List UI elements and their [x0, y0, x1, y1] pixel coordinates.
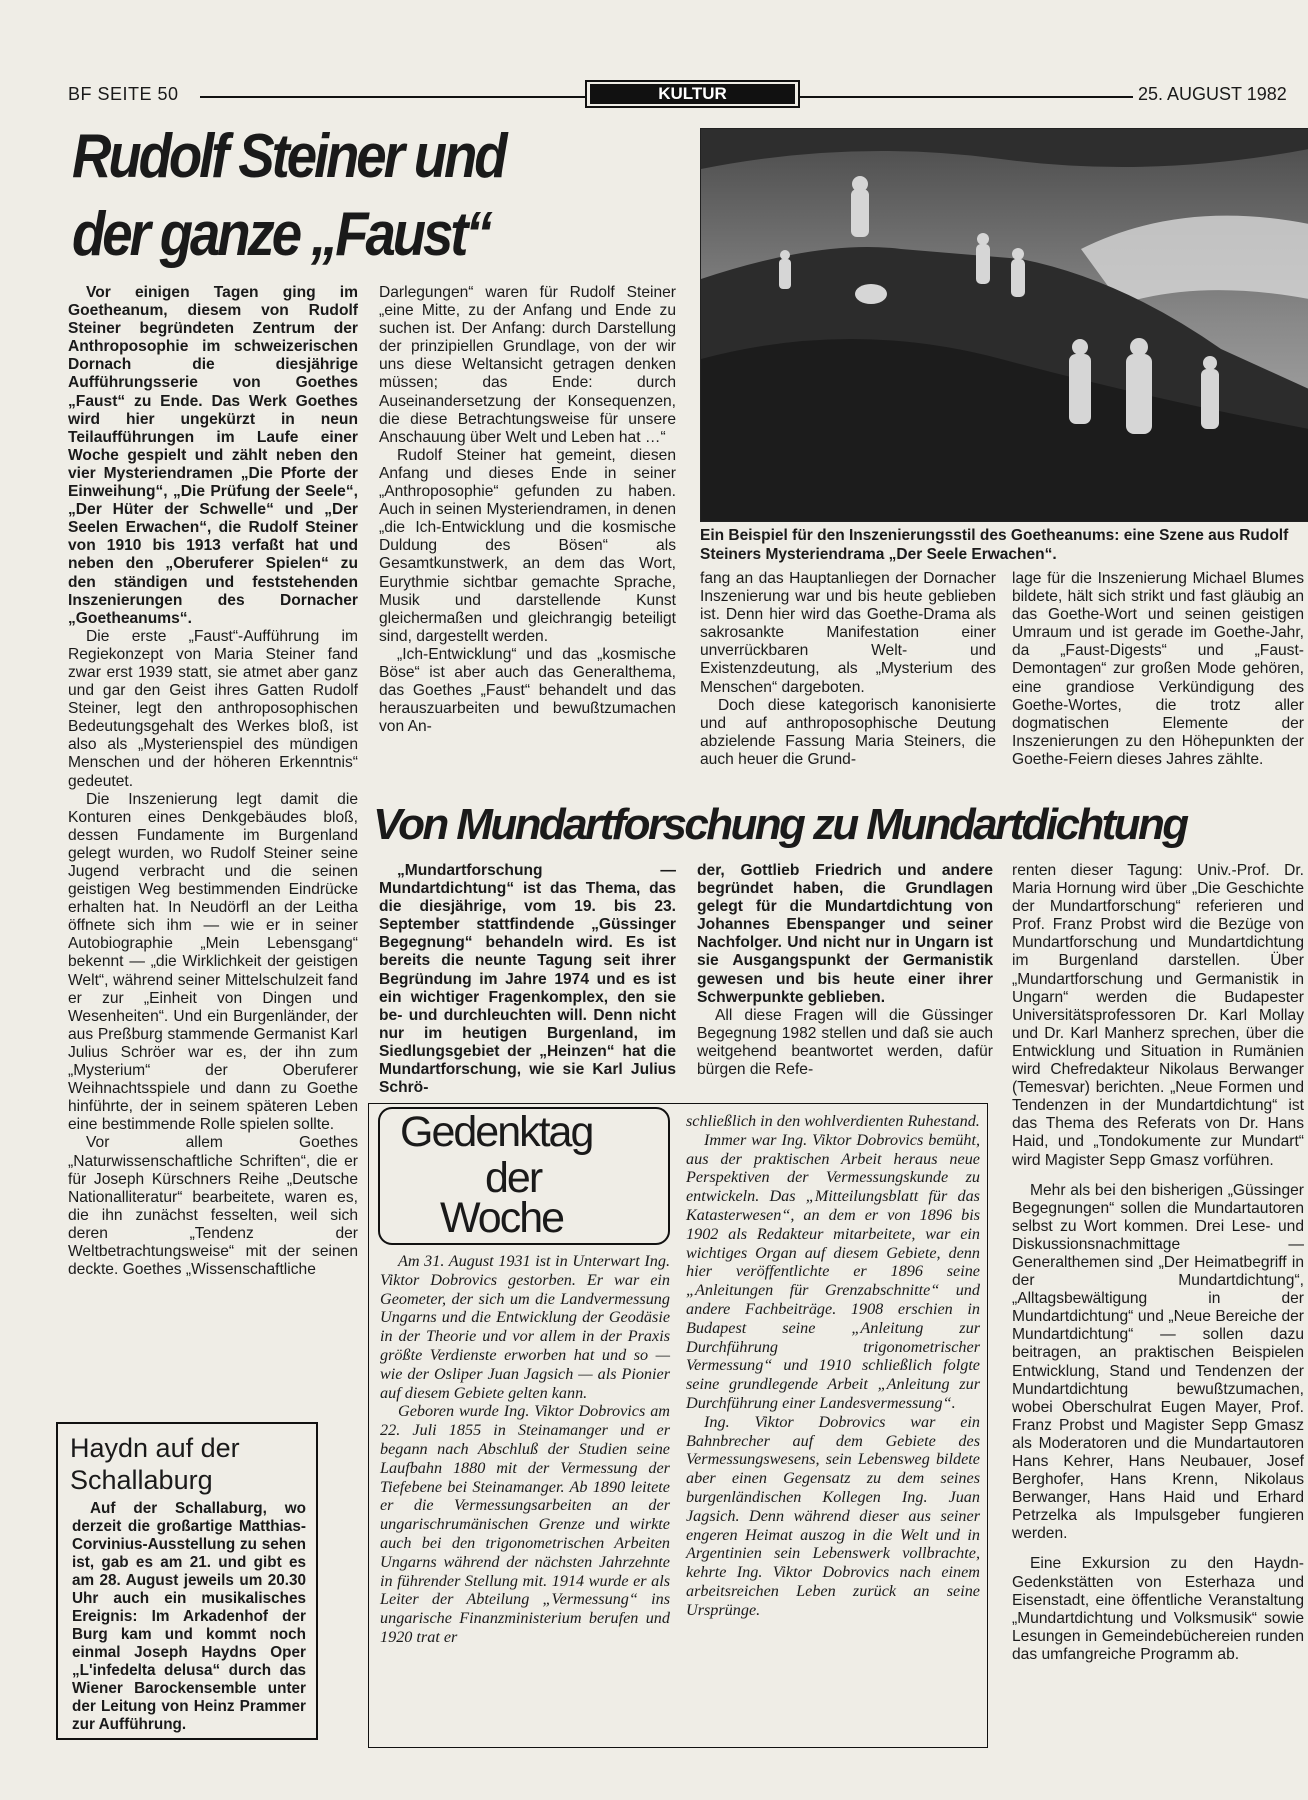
haydn-paragraph: Auf der Schallaburg, wo derzeit die großartige Matthias-Corvinius-Ausstellung zu sehen ist, gab es am 21. und gibt es am 28. August jeweils um 20.30 Uhr auch ein musikalisches Ereignis: Im Arkadenhof der Burg kam und kommt noch einmal Joseph Haydns Oper „L'infedelta delusa“ durch das Wiener Barockensemble unter der Leitung von Heinz Prammer zur Aufführung. — [72, 1500, 306, 1733]
article1-column-3 — [700, 570, 996, 769]
section-label-box — [585, 80, 800, 108]
haydn-title — [70, 1432, 310, 1496]
gedenktag-column-2 — [686, 1112, 980, 1620]
page-header-left: BF SEITE 50 — [68, 84, 179, 104]
headline-line-1: Rudolf Steiner und — [72, 122, 505, 191]
article1-column-1 — [68, 284, 358, 1279]
article2-paragraph: Eine Exkursion zu den Haydn-Gedenkstätten von Esterhaza und Eisenstadt, eine öffentliche Veranstaltung „Mundartdichtung und Volksmusik“ sowie Lesungen in Gemeindebüchereien runden das umfangreiche Programm ab. — [1012, 1555, 1304, 1663]
haydn-text — [72, 1500, 306, 1734]
gedenktag-paragraph: Immer war Ing. Viktor Dobrovics bemüht, aus der praktischen Arbeit heraus neue Perspektiven der Vermessungskunde zu entwickeln. Das „Mitteilungsblatt für das Katasterwesen“, an dem er von 1896 bis 1902 als Redakteur mitarbeitete, war ein wichtiges Organ auf diesem Gebiete, denn hier veröffentlichte er 1896 seine „Anleitungen für Grenzabschnitte“ und andere Fachbeiträge. 1908 erschien in Budapest seine „Anleitung zur Durchführung trigonometrischer Vermessung“ und 1910 schließlich folgte seine grundlegende Arbeit „Anleitung zur Durchführung einer Landesvermessung“. — [686, 1130, 980, 1412]
article1-paragraph: „Ich-Entwicklung“ und das „kosmische Böse“ ist aber auch das Generalthema, das Goethes „Faust“ behandelt und das herauszuarbeiten und bewußtzumachen von An- — [379, 645, 676, 736]
article1-paragraph: lage für die Inszenierung Michael Blumes bildete, hält sich strikt und fast gläubig an das Goethe-Wort und seinen geistigen Umraum und ist gerade im Goethe-Jahr, da „Faust-Digests“ und „Faust-Demontagen“ zur großen Mode gehören, eine grandiose Verkündigung des Goethe-Wortes, die trotz aller dogmatischen Elemente der Inszenierungen zu den Höhepunkten der Goethe-Feiern dieses Jahres zählte. — [1012, 570, 1304, 768]
gedenktag-title-box — [378, 1107, 670, 1245]
article2-paragraph: der, Gottlieb Friedrich und andere begründet haben, die Grundlagen gelegt für die Mundartdichtung von Johannes Ebenspanger und seiner Nachfolger. Und nicht nur in Ungarn ist sie Ausgangspunkt der Germanistik gewesen und bis heute einer ihrer Schwerpunkte geblieben. — [697, 862, 993, 1006]
article1-paragraph: Doch diese kategorisch kanonisierte und auf anthroposophische Deutung abzielende Fassung Maria Steiners, die auch heuer die Grund- — [700, 696, 996, 768]
theatre-scene-photo — [700, 128, 1308, 522]
article2-column-2 — [697, 862, 993, 1079]
gedenktag-paragraph: Geboren wurde Ing. Viktor Dobrovics am 22. Juli 1855 in Steinamanger und er begann nach Abschluß der Studien seine Laufbahn 1880 mit der Vermessung der Tiefebene bei Steinamanger. Ab 1890 leitete er die Vermessungsarbeiten an der ungarischrumänischen Grenze und wirkte auch bei den trigonometrischen Arbeiten Ungarns während der nächsten Jahrzehnte in führender Stellung mit. 1914 wurde er als Leiter der Abteilung „Vermessung“ ins ungarische Finanzministerium berufen und 1920 trat er — [380, 1402, 670, 1646]
page-date: 25. AUGUST 1982 — [1138, 84, 1287, 104]
article2-paragraph: renten dieser Tagung: Univ.-Prof. Dr. Maria Hornung wird über „Die Geschichte der Mundartforschung“ referieren und Prof. Franz Probst wird die Bezüge von Mundartforschung und Mundartdichtung im Burgenland darstellen. Über „Mundartforschung und Germanistik in Ungarn“ werden die Budapester Universitätsprofessoren Dr. Karl Mollay und Dr. Karl Manherz sprechen, über die Entwicklung und Situation in Rumänien wird Chefredakteur Nikolaus Berwanger (Temesvar) berichten. „Neue Formen und Tendenzen in der Mundartdichtung“ ist das Thema des Referats von Dr. Hans Haid, und „Tondokumente zur Mundart“ wird Magister Sepp Gmasz vorführen. — [1012, 862, 1304, 1169]
article1-column-2 — [379, 284, 676, 736]
gedenktag-title-line: Woche — [440, 1194, 564, 1242]
gedenktag-title-line: der — [485, 1154, 542, 1202]
article2-headline: Von Mundartforschung zu Mundartdichtung — [373, 800, 1187, 849]
article2-paragraph: „Mundartforschung — Mundartdichtung“ ist das Thema, das die diesjährige, vom 19. bis 23. September stattfindende „Güssinger Begegnung“ behandeln wird. Es ist bereits die neunte Tagung seit ihrer Begründung im Jahre 1974 und es ist ein wichtiger Fragenkomplex, den sie be- und durchleuchten will. Denn nicht nur im heutigen Burgenland, im Siedlungsgebiet der „Heinzen“ hat die Mundartforschung, wie sie Karl Julius Schrö- — [379, 862, 676, 1097]
article1-paragraph: Die Inszenierung legt damit die Konturen eines Denkgebäudes bloß, dessen Fundamente im Burgenland gelegt wurden, wo Rudolf Steiner seine Jugend verbracht und die seinen geistigen Weg bestimmenden Eindrücke erhalten hat. In Neudörfl an der Leitha öffnete sich ihm — wie er in seiner Autobiographie „Mein Lebensgang“ bekennt — „die Wirklichkeit der geistigen Welt“, während seiner Mittelschulzeit fand er zur „Einheit von Dingen und Wesenheiten“. Und ein Burgenländer, der aus Preßburg stammende Germanist Karl Julius Schröer war es, der ihn zum „Mysterium“ der Oberuferer Weihnachtsspiele und dann zu Goethe hinführte, der in seinem späteren Leben eine bestimmende Rolle spielen sollte. — [68, 790, 358, 1134]
header-rule-left — [200, 96, 585, 98]
article2-paragraph: All diese Fragen will die Güssinger Begegnung 1982 stellen und daß sie auch weitgehend beantwortet werden, dafür bürgen die Refe- — [697, 1006, 993, 1079]
article2-paragraph: Mehr als bei den bisherigen „Güssinger Begegnungen“ sollen die Mundartautoren selbst zu Wort kommen. Drei Lese- und Diskussionsnachmittage — Generalthemen sind „Der Heimatbegriff in der Mundartdichtung“, „Alltagsbewältigung in der Mundartdichtung“ und „Neue Bereiche der Mundartdichtung“ — sollen dazu beitragen, an praktischen Beispielen Entwicklung, Stand und Tendenzen der Mundartdichtung bewußtzumachen, wobei Oberschulrat Eugen Mayer, Prof. Franz Probst und Magister Sepp Gmasz als Moderatoren und die Mundartautoren Hans Kehrer, Hans Neubauer, Josef Berghofer, Hans Krenn, Nikolaus Berwanger, Hans Haid und Erhard Petrzelka als Impulsgeber fungieren werden. — [1012, 1181, 1304, 1543]
article2-column-3 — [1012, 862, 1304, 1664]
article1-paragraph: fang an das Hauptanliegen der Dornacher Inszenierung war und bis heute geblieben ist. Denn hier wird das Goethe-Drama als sakrosankte Manifestation einer unverrückbaren Welt- und Existenzdeutung, als „Mysterium des Menschen“ dargeboten. — [700, 570, 996, 696]
article1-paragraph: Rudolf Steiner hat gemeint, diesen Anfang und dieses Ende in seiner „Anthroposophie“ gefunden zu haben. Auch in seinen Mysteriendramen, in denen „die Ich-Entwicklung und die kosmische Duldung des Bösen“ als Gesamtkunstwerk, an dem das Wort, Eurythmie sichtbar gemachte Sprache, Musik und darstellende Kunst gleichermaßen und gleichrangig beteiligt sind, dargestellt werden. — [379, 446, 676, 645]
article1-paragraph: Darlegungen“ waren für Rudolf Steiner „eine Mitte, zu der Anfang und Ende zu suchen ist. Der Anfang: durch Darstellung der prinzipiellen Grundlage, von der wir uns diese Weltansicht getragen denken müssen; das Ende: durch Auseinandersetzung der Konsequenzen, die diese Betrachtungsweise für unsere Anschauung über Welt und Leben hat …“ — [379, 284, 676, 446]
gedenktag-paragraph: Am 31. August 1931 ist in Unterwart Ing. Viktor Dobrovics gestorben. Er war ein Geometer, der sich um die Landvermessung Ungarns und die Entwicklung der Geodäsie in der Theorie und vor allem in der Praxis größte Verdienste erworben hat und so — wie der Osliper Juan Jagsich — als Pionier auf diesem Gebiete gelten kann. — [380, 1252, 670, 1402]
photo-caption: Ein Beispiel für den Inszenierungsstil des Goetheanums: eine Szene aus Rudolf Steiners Mysteriendrama „Der Seele Erwachen“. — [700, 527, 1289, 563]
haydn-title-line: Schallaburg — [70, 1465, 213, 1495]
article1-paragraph: Die erste „Faust“-Aufführung im Regiekonzept von Maria Steiner fand zwar erst 1939 statt, sie atmet aber ganz und gar den Geist ihres Gatten Rudolf Steiner, legt den anthroposophischen Bedeutungsgehalt des Werkes bloß, ist also als „Mysterienspiel des mündigen Menschen und der höheren Erkenntnis“ gedeutet. — [68, 627, 358, 790]
haydn-title-line: Haydn auf der — [70, 1433, 240, 1463]
headline-line-2: der ganze „Faust“ — [72, 200, 490, 269]
gedenktag-column-1 — [380, 1252, 670, 1647]
article-headline — [72, 118, 574, 274]
article1-lead: Vor einigen Tagen ging im Goetheanum, diesem von Rudolf Steiner begründeten Zentrum der Anthroposophie im schweizerischen Dornach die diesjährige Aufführungsserie von Goethes „Faust“ zu Ende. Das Werk Goethes wird hier ungekürzt in neun Teilaufführungen im Laufe einer Woche gespielt und zählt neben den vier Mysteriendramen „Die Pforte der Einweihung“, „Die Prüfung der Seele“, „Der Hüter der Schwelle“ und „Der Seelen Erwachen“, die Rudolf Steiner von 1910 bis 1913 verfaßt hat und neben den „Oberuferer Spielen“ zu den ständigen und feststehenden Inszenierungen des Dornacher „Goetheanums“. — [68, 284, 358, 627]
article1-column-4 — [1012, 570, 1304, 769]
header-rule-right — [800, 96, 1133, 98]
gedenktag-paragraph: Ing. Viktor Dobrovics war ein Bahnbrecher auf dem Gebiete des Vermessungswesens, sein Lebensweg bildete aber einen Gegensatz zu dem seines burgenländischen Kollegen Ing. Juan Jagsich. Denn während dieser aus seiner engeren Heimat auszog in die Welt und in Argentinien sein Lebenswerk vollbrachte, kehrte Ing. Viktor Dobrovics nach einem arbeitsreichen Leben zurück an seine Ursprünge. — [686, 1412, 980, 1619]
scene-illustration — [701, 129, 1308, 521]
gedenktag-title-line: Gedenktag — [400, 1108, 593, 1156]
article1-paragraph: Vor allem Goethes „Naturwissenschaftliche Schriften“, die er für Joseph Kürschners Reihe „Deutsche Nationalliteratur“ bearbeitete, waren es, die ihn zunächst fesselten, weil sich deren „Tendenz der Weltbetrachtungsweise“ mit der seinen deckte. Goethes „Wissenschaftliche — [68, 1134, 358, 1279]
section-label: KULTUR — [590, 84, 795, 104]
gedenktag-paragraph: schließlich in den wohlverdienten Ruhestand. — [686, 1112, 980, 1130]
article2-column-1 — [379, 862, 676, 1097]
